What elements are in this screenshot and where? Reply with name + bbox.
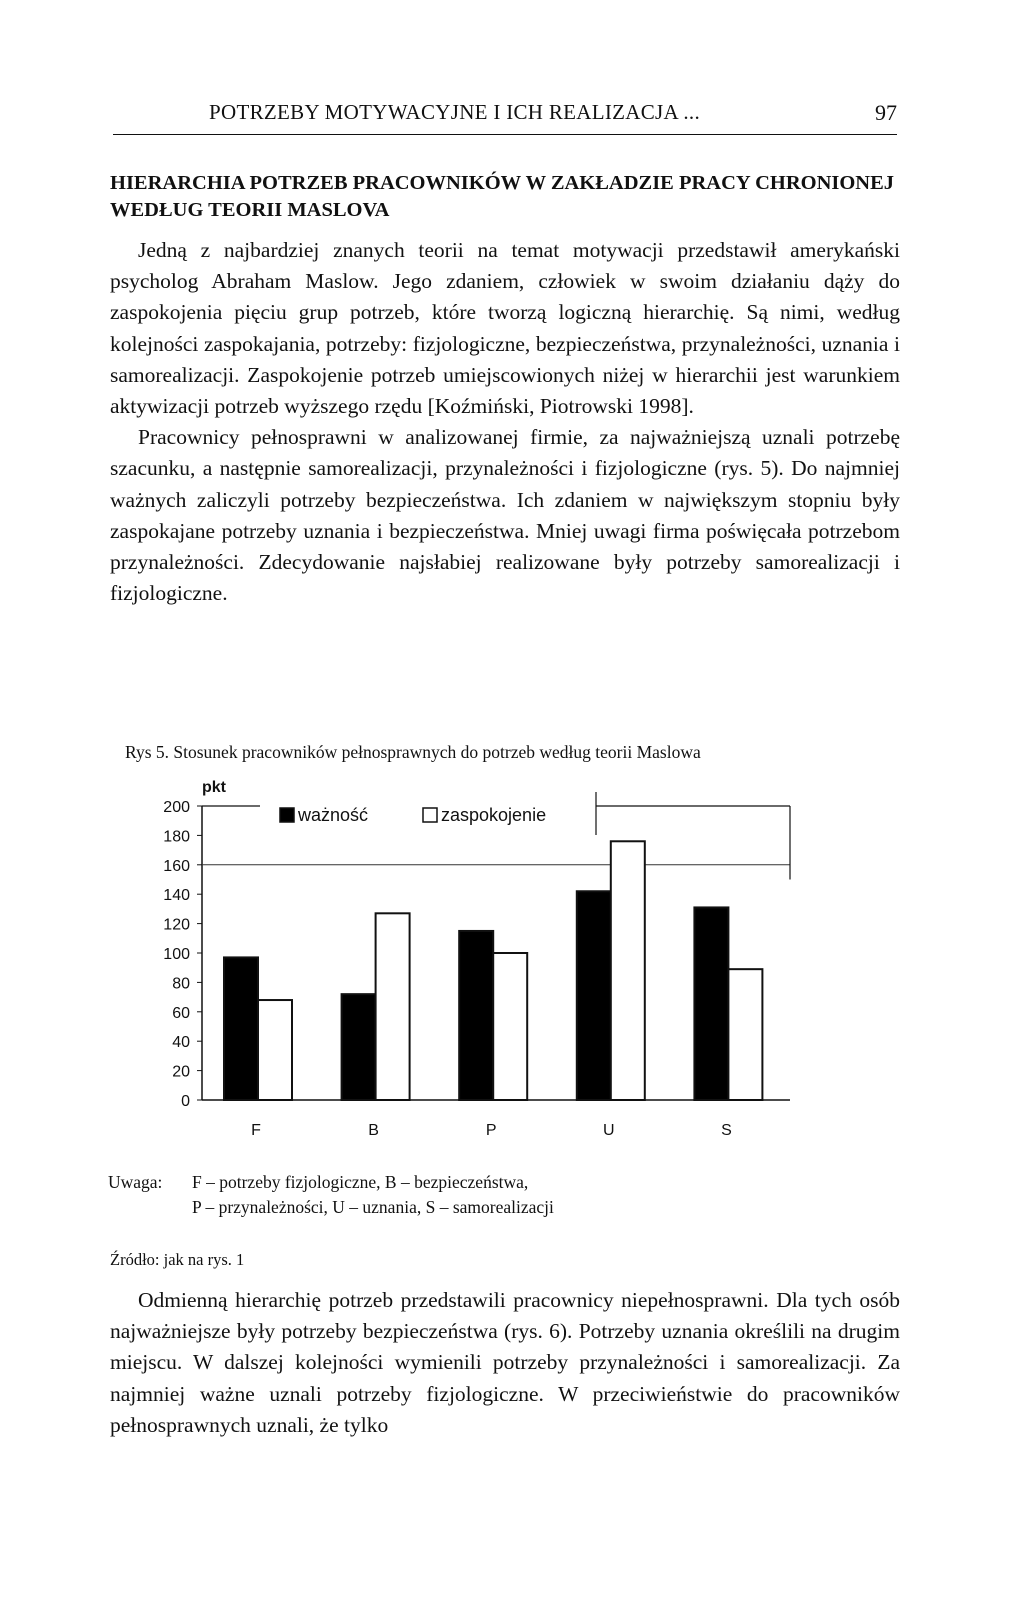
x-tick-label: B xyxy=(368,1122,379,1139)
y-tick-label: 100 xyxy=(163,946,190,963)
running-header xyxy=(113,100,897,135)
note-text-1: F – potrzeby fizjologiczne, B – bezpieczeństwa, xyxy=(192,1172,529,1192)
x-tick-label: F xyxy=(251,1122,261,1139)
bar-zaspokojenie-S xyxy=(728,969,762,1100)
y-tick-label: 0 xyxy=(181,1093,190,1110)
x-tick-label: U xyxy=(603,1122,615,1139)
x-tick-label: S xyxy=(721,1122,732,1139)
y-tick-label: 40 xyxy=(172,1034,190,1052)
legend-swatch-zaspokojenie xyxy=(423,808,437,822)
legend-swatch-waznosc xyxy=(280,808,294,822)
paragraph: Jedną z najbardziej znanych teorii na temat motywacji przedstawił amerykański psycholog Abraham Maslow. Jego zdaniem, człowiek w swoim działaniu dąży do zaspokojenia pięciu grup potrzeb, które tworzą logiczną hierarchię. Są nimi, według kolejności zaspokajania, potrzeby: fizjologiczne, bezpieczeństwa, przynależności, uznania i samorealizacji. Zaspokojenie potrzeb umiejscowionych niżej w hierarchii jest warunkiem aktywizacji potrzeb wyższego rzędu [Koźmiński, Piotrowski 1998]. xyxy=(110,238,900,419)
legend-label-waznosc: ważność xyxy=(298,805,369,825)
y-axis-label: pkt xyxy=(202,780,226,796)
bar-zaspokojenie-P xyxy=(493,953,527,1100)
bar-chart xyxy=(130,780,820,1140)
y-tick-label: 200 xyxy=(163,799,190,816)
figure-caption: Rys 5. Stosunek pracowników pełnosprawnych do potrzeb według teorii Maslowa xyxy=(125,742,701,762)
page-number: 97 xyxy=(875,100,897,125)
note-label: Uwaga: xyxy=(108,1172,163,1192)
note-line-2: P – przynależności, U – uznania, S – samorealizacji xyxy=(192,1197,554,1217)
body-text-top xyxy=(110,235,900,609)
bar-zaspokojenie-U xyxy=(611,841,645,1100)
body-text-bottom xyxy=(110,1285,900,1441)
y-tick-label: 160 xyxy=(163,857,190,875)
running-head-title: POTRZEBY MOTYWACYJNE I ICH REALIZACJA ... xyxy=(209,100,701,124)
bar-waznosc-U xyxy=(577,891,611,1100)
note-line-1 xyxy=(108,1170,554,1195)
bar-waznosc-F xyxy=(224,957,258,1100)
x-tick-label: P xyxy=(485,1122,497,1139)
y-tick-label: 60 xyxy=(172,1004,190,1022)
bar-waznosc-P xyxy=(459,931,493,1100)
bar-zaspokojenie-B xyxy=(376,913,410,1100)
bar-waznosc-B xyxy=(342,994,376,1100)
bar-waznosc-S xyxy=(694,907,728,1100)
y-tick-label: 120 xyxy=(163,916,190,934)
paragraph: Odmienną hierarchię potrzeb przedstawili pracownicy niepełnosprawni. Dla tych osób najważniejsze były potrzeby bezpieczeństwa (rys. 6). Potrzeby uznania określili na drugim miejscu. W dalszej kolejności wymienili potrzeby przynależności i samorealizacji. Za najmniej ważne uznali potrzeby fizjologiczne. W przeciwieństwie do pracowników pełnosprawnych uznali, że tylko xyxy=(110,1288,900,1437)
y-tick-label: 20 xyxy=(172,1063,190,1081)
section-title: HIERARCHIA POTRZEB PRACOWNIKÓW W ZAKŁADZIE PRACY CHRONIONEJ WEDŁUG TEORII MASLOVA xyxy=(110,172,895,221)
legend-label-zaspokojenie: zaspokojenie xyxy=(441,805,547,825)
y-tick-label: 180 xyxy=(163,828,190,846)
figure-source: Źródło: jak na rys. 1 xyxy=(110,1250,245,1269)
y-tick-label: 140 xyxy=(163,887,190,905)
bar-zaspokojenie-F xyxy=(258,1000,292,1100)
paragraph: Pracownicy pełnosprawni w analizowanej firmie, za najważniejszą uznali potrzebę szacunku, a następnie samorealizacji, przynależności i fizjologiczne (rys. 5). Do najmniej ważnych zaliczyli potrzeby bezpieczeństwa. Ich zdaniem w największym stopniu były zaspokajane potrzeby uznania i bezpieczeństwa. Mniej uwagi firma poświęcała potrzebom przynależności. Zdecydowanie najsłabiej realizowane były potrzeby samorealizacji i fizjologiczne. xyxy=(110,425,900,606)
y-tick-label: 80 xyxy=(172,975,190,993)
figure-note xyxy=(108,1170,554,1220)
